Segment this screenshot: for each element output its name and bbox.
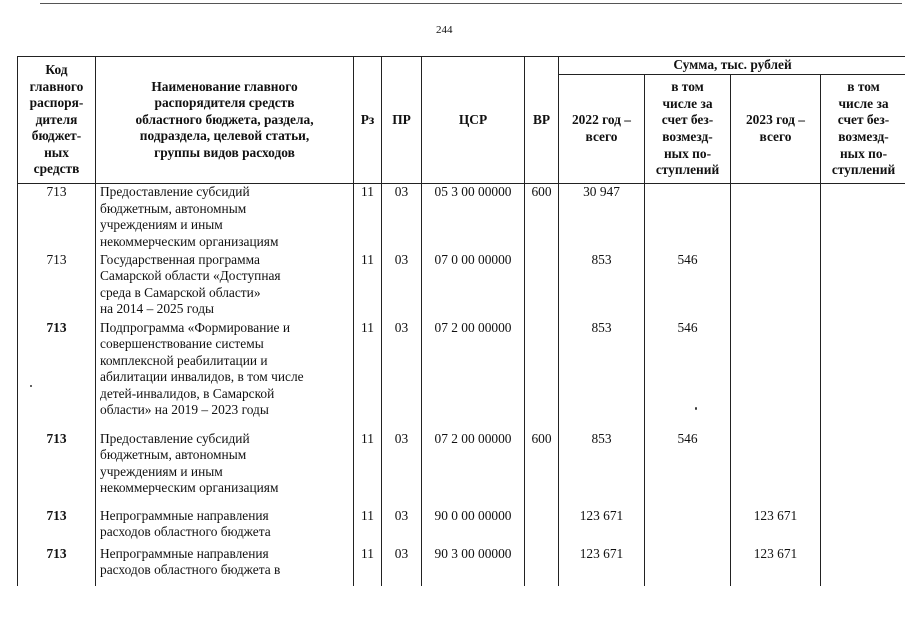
row-2022-free: 546 — [645, 320, 731, 431]
header-sum-group: Сумма, тыс. рублей — [559, 57, 905, 75]
row-vr — [525, 546, 559, 586]
table-row — [18, 546, 905, 586]
row-rz: 11 — [354, 252, 382, 320]
header-pr: ПР — [382, 57, 422, 184]
page-number: 244 — [436, 24, 453, 36]
row-csr: 05 3 00 00000 — [422, 184, 525, 252]
row-2022-free — [645, 508, 731, 546]
header-vr: ВР — [525, 57, 559, 184]
row-2023-total — [731, 184, 821, 252]
header-2022-total: 2022 год – всего — [559, 75, 645, 184]
row-name-text: Непрограммные направления расходов областного бюджета в — [100, 545, 281, 578]
row-name-text: Предоставление субсидий бюджетным, автономным учреждениям и иным некоммерческим организациям — [100, 430, 279, 496]
row-2022-total: 853 — [559, 320, 645, 431]
row-2023-total — [731, 431, 821, 508]
row-2022-free: 546 — [645, 252, 731, 320]
row-vr — [525, 252, 559, 320]
row-code: 713 — [18, 431, 96, 508]
row-2023-total: 123 671 — [731, 508, 821, 546]
header-code: Код главного распоря- дителя бюджет- ных средств — [18, 57, 96, 184]
table-header — [18, 57, 905, 184]
row-pr: 03 — [382, 546, 422, 586]
row-rz: 11 — [354, 320, 382, 431]
table-body — [18, 184, 905, 586]
row-name-text: Государственная программа Самарской области «Доступная среда в Самарской области» на 2014 – 2025 годы — [100, 251, 281, 317]
row-vr — [525, 320, 559, 431]
table-row — [18, 320, 905, 431]
row-csr: 90 0 00 00000 — [422, 508, 525, 546]
row-name — [96, 184, 354, 252]
row-pr: 03 — [382, 431, 422, 508]
row-2023-free — [821, 320, 905, 431]
row-2022-free — [645, 184, 731, 252]
row-2022-total: 853 — [559, 431, 645, 508]
header-2023-free: в том числе за счет без- возмезд- ных по- ступлений — [821, 75, 905, 184]
row-2023-free — [821, 252, 905, 320]
row-name — [96, 252, 354, 320]
row-code: 713 — [18, 546, 96, 586]
row-name-text: Подпрограмма «Формирование и совершенствование системы комплексной реабилитации и абилитации инвалидов, в том числе детей-инвалидов, в Самарской области» на 2019 – 2023 годы — [100, 319, 304, 418]
row-2022-free — [645, 546, 731, 586]
row-code: 713 — [18, 508, 96, 546]
table-row — [18, 184, 905, 252]
header-2023-total: 2023 год – всего — [731, 75, 821, 184]
row-name — [96, 320, 354, 431]
row-2022-free: 546 — [645, 431, 731, 508]
row-code: 713 — [18, 252, 96, 320]
budget-table — [17, 56, 905, 586]
row-vr: 600 — [525, 184, 559, 252]
row-vr — [525, 508, 559, 546]
row-2023-free — [821, 546, 905, 586]
row-rz: 11 — [354, 431, 382, 508]
row-pr: 03 — [382, 252, 422, 320]
table-row — [18, 431, 905, 508]
row-pr: 03 — [382, 184, 422, 252]
row-name-text: Предоставление субсидий бюджетным, автономным учреждениям и иным некоммерческим организациям — [100, 184, 279, 249]
row-2023-total — [731, 252, 821, 320]
row-csr: 07 2 00 00000 — [422, 320, 525, 431]
row-code: 713 — [18, 184, 96, 252]
header-2022-free: в том числе за счет без- возмезд- ных по- ступлений — [645, 75, 731, 184]
header-rz: Рз — [354, 57, 382, 184]
row-name — [96, 546, 354, 586]
row-2022-total: 853 — [559, 252, 645, 320]
table-row — [18, 508, 905, 546]
row-2023-total: 123 671 — [731, 546, 821, 586]
row-2022-total: 123 671 — [559, 508, 645, 546]
row-2023-free — [821, 184, 905, 252]
row-pr: 03 — [382, 320, 422, 431]
row-rz: 11 — [354, 508, 382, 546]
row-2023-total — [731, 320, 821, 431]
row-rz: 11 — [354, 184, 382, 252]
row-name — [96, 431, 354, 508]
header-csr: ЦСР — [422, 57, 525, 184]
row-2022-total: 30 947 — [559, 184, 645, 252]
row-code: 713 — [18, 320, 96, 431]
row-csr: 07 2 00 00000 — [422, 431, 525, 508]
row-pr: 03 — [382, 508, 422, 546]
row-name-text: Непрограммные направления расходов областного бюджета — [100, 507, 271, 540]
row-vr: 600 — [525, 431, 559, 508]
table-row — [18, 252, 905, 320]
top-rule — [40, 3, 902, 4]
header-name: Наименование главного распорядителя средств областного бюджета, раздела, подраздела, целевой статьи, группы видов расходов — [96, 57, 354, 184]
row-rz: 11 — [354, 546, 382, 586]
row-2023-free — [821, 508, 905, 546]
row-csr: 07 0 00 00000 — [422, 252, 525, 320]
row-name — [96, 508, 354, 546]
row-2022-total: 123 671 — [559, 546, 645, 586]
row-csr: 90 3 00 00000 — [422, 546, 525, 586]
row-2023-free — [821, 431, 905, 508]
